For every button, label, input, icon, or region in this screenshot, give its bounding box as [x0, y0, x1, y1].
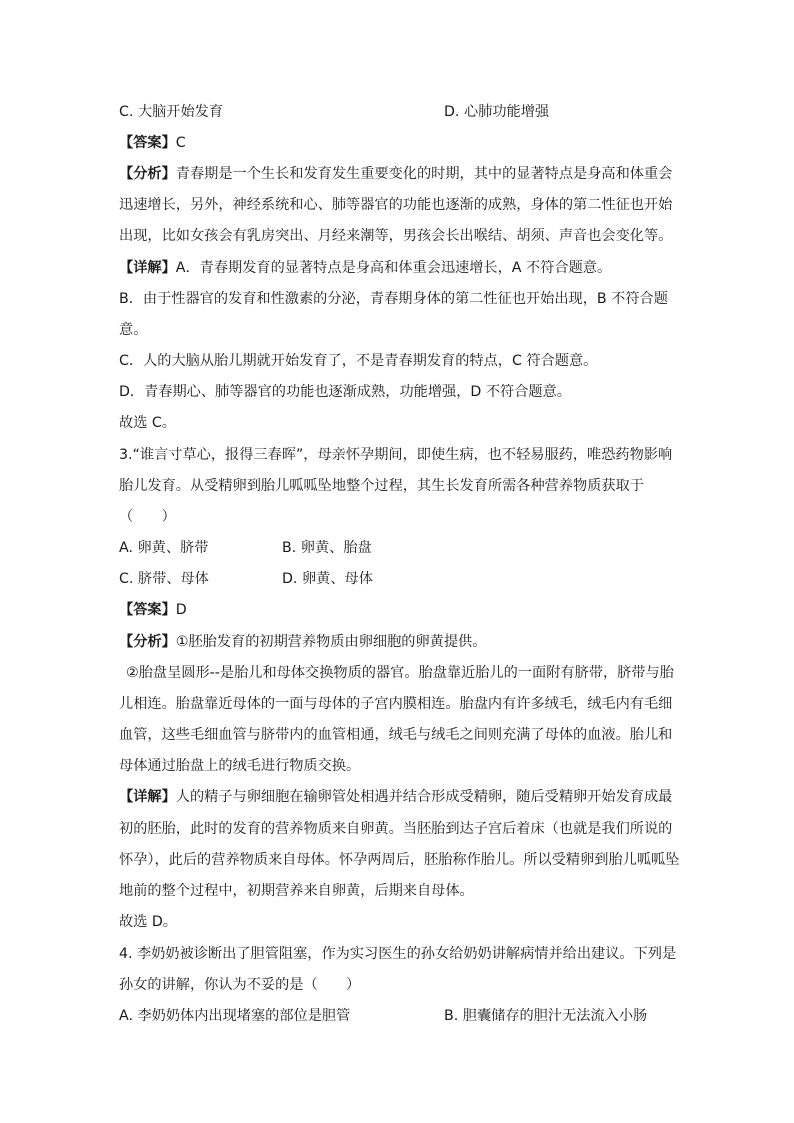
detail-tag: 【详解】: [119, 789, 176, 805]
q2-option-d: D. 心肺功能增强: [444, 104, 550, 120]
q3-detail-line: 初的胚胎，此时的发育的营养物质来自卵黄。当胚胎到达子宫后着床（也就是我们所说的: [119, 821, 673, 837]
q3-analysis-line: 儿相连。胎盘靠近母体的一面与母体的子宫内膜相连。胎盘内有许多绒毛，绒毛内有毛细: [119, 696, 673, 712]
q2-detail-line: D．青春期心、肺等器官的功能也逐渐成熟，功能增强，D 不符合题意。: [119, 384, 571, 400]
q3-detail-line: 地前的整个过程中，初期营养来自卵黄，后期来自母体。: [119, 883, 474, 899]
detail-tag: 【详解】: [119, 260, 176, 276]
analysis-tag: 【分析】: [119, 166, 176, 182]
detail-text: A．青春期发育的显著特点是身高和体重会迅速增长，A 不符合题意。: [175, 260, 612, 276]
q2-conclusion: 故选 C。: [119, 415, 176, 431]
q3-stem-blank: （ ）: [119, 509, 176, 525]
q3-detail: [119, 787, 672, 807]
q2-detail-line: C．人的大脑从胎儿期就开始发育了，不是青春期发育的特点，C 符合题意。: [119, 353, 598, 369]
answer-tag: 【答案】: [119, 135, 176, 151]
q3-option-b: B. 卵黄、胎盘: [282, 540, 372, 556]
q3-option-d: D. 卵黄、母体: [282, 571, 373, 587]
q3-stem-line: 胎儿发育。从受精卵到胎儿呱呱坠地整个过程，其生长发育所需各种营养物质获取于: [119, 478, 644, 494]
analysis-text: ①胚胎发育的初期营养物质由卵细胞的卵黄提供。: [175, 634, 487, 650]
q4-stem-line: 4. 李奶奶被诊断出了胆管阻塞，作为实习医生的孙女给奶奶讲解病情并给出建议。下列是: [119, 946, 677, 962]
q2-analysis-line: 迅速增长，另外，神经系统和心、肺等器官的功能也逐渐的成熟，身体的第二性征也开始: [119, 197, 673, 213]
q3-option-a: A. 卵黄、脐带: [119, 540, 209, 556]
answer-tag: 【答案】: [119, 602, 176, 618]
analysis-tag: 【分析】: [119, 634, 176, 650]
q2-detail-line: 意。: [119, 322, 148, 338]
q2-analysis: [119, 164, 672, 184]
q4-option-a: A. 李奶奶体内出现堵塞的部位是胆管: [119, 1008, 351, 1024]
q2-analysis-line: 出现，比如女孩会有乳房突出、月经来潮等，男孩会长出喉结、胡须、声音也会变化等。: [119, 228, 673, 244]
q2-option-c: C. 大脑开始发育: [119, 104, 224, 120]
q3-answer: [119, 600, 187, 620]
q3-analysis-line: ②胎盘呈圆形--是胎儿和母体交换物质的器官。胎盘靠近胎儿的一面附有脐带，脐带与胎: [126, 665, 674, 681]
q2-detail-line: B．由于性器官的发育和性激素的分泌，青春期身体的第二性征也开始出现，B 不符合题: [119, 291, 668, 307]
q3-analysis-line: 母体通过胎盘上的绒毛进行物质交换。: [119, 758, 361, 774]
q4-stem-line: 孙女的讲解，你认为不妥的是（ ）: [119, 977, 361, 993]
q3-conclusion: 故选 D。: [119, 914, 177, 930]
q2-answer: [119, 133, 186, 153]
detail-text: 人的精子与卵细胞在输卵管处相遇并结合形成受精卵，随后受精卵开始发育成最: [175, 789, 673, 805]
q4-option-b: B. 胆囊储存的胆汁无法流入小肠: [444, 1008, 648, 1024]
q3-analysis-line: 血管，这些毛细血管与脐带内的血管相通，绒毛与绒毛之间则充满了母体的血液。胎儿和: [119, 727, 673, 743]
answer-value: D: [175, 602, 187, 618]
q3-stem-line: 3.“谁言寸草心，报得三春晖”，母亲怀孕期间，即使生病，也不轻易服药，唯恐药物影响: [119, 447, 673, 463]
q2-detail: [119, 258, 611, 278]
answer-value: C: [175, 135, 186, 151]
q3-analysis: [119, 632, 486, 652]
q3-detail-line: 怀孕），此后的营养物质来自母体。怀孕两周后，胚胎称作胎儿。所以受精卵到胎儿呱呱坠: [119, 852, 680, 868]
analysis-text: 青春期是一个生长和发育发生重要变化的时期，其中的显著特点是身高和体重会: [175, 166, 673, 182]
q3-option-c: C. 脐带、母体: [119, 571, 209, 587]
